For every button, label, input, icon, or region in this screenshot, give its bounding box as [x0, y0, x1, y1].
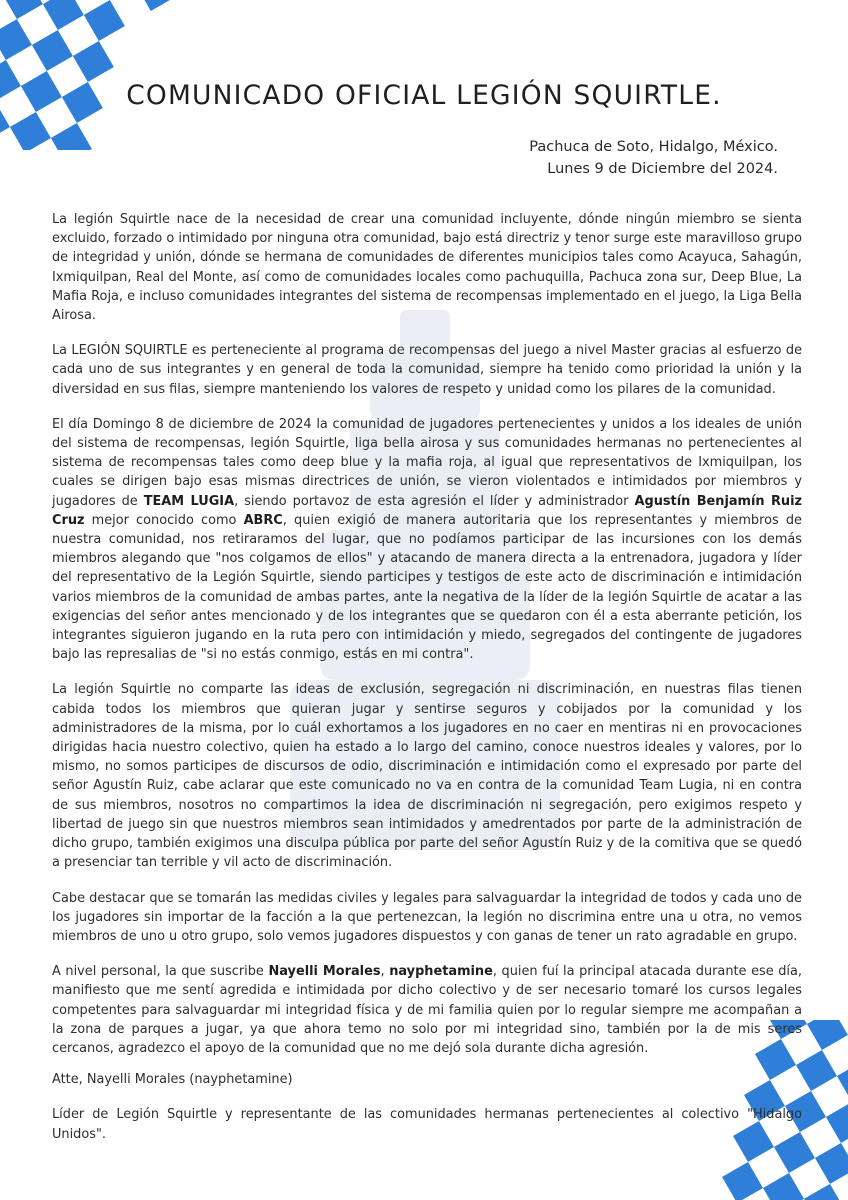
paragraph-2: La LEGIÓN SQUIRTLE es perteneciente al programa de recompensas del juego a nivel Master gracias al esfuerzo de cada uno de sus integrantes y en general de toda la comunidad, siempre ha tenido como prioridad la unión y la diversidad en sus filas, siempre manteniendo los valores de respeto y unidad como los pilares de la comunidad. — [52, 343, 802, 397]
p3-text-c: mejor conocido como — [84, 512, 244, 528]
paragraph-4: La legión Squirtle no comparte las ideas de exclusión, segregación ni discriminación, en nuestras filas tienen cabida todos los miembros que quieran jugar y sentirse seguros y cobijados por la comunidad y los administradores de la misma, por lo cuál exhortamos a los jugadores en no caer en mentiras ni en provocaciones dirigidas hacia nuestro colectivo, quien ha estado a lo largo del camino, conoce nuestros ideales y valores, por lo mismo, no somos participes de discursos de odio, discriminación e intimidación como el expresado por parte del señor Agustín Ruiz, cabe aclarar que este comunicado no va en contra de la comunidad Team Lugia, ni en contra de sus miembros, nosotros no compartimos la idea de discriminación ni segregación, pero exigimos respeto y libertad de juego sin que nuestros miembros sean intimidados y amedrentados por parte de la administración de dicho grupo, también exigimos una disculpa pública por parte del señor Agustín Ruiz y de la comitiva que se quedó a presenciar tan terrible y vil acto de discriminación. — [52, 682, 802, 871]
document-body — [52, 210, 802, 1160]
p6-separator: , — [380, 964, 390, 980]
signature-line-1: Atte, Nayelli Morales (nayphetamine) — [52, 1072, 293, 1088]
team-name: TEAM LUGIA — [143, 493, 235, 509]
place-line: Pachuca de Soto, Hidalgo, México. — [529, 139, 778, 155]
paragraph-6 — [52, 962, 802, 1058]
p3-text-b: , siendo portavoz de esta agresión el líder y administrador — [234, 493, 635, 509]
p3-text-d: , quien exigió de manera autoritaria que los representantes y miembros de nuestra comunidad, nos retiraramos del lugar, que no podíamos participar de las incursiones con los demás miembros alegando que "nos colgamos de ellos" y atacando de manera directa a la entrenadora, jugadora y líder del representativo de la Legión Squirtle, siendo participes y testigos de este acto de discriminación e intimidación varios miembros de la comunidad de ambas partes, ante la negativa de la líder de la legión Squirtle de acatar a las exigencias del señor antes mencionado y de los integrantes que se quedaron con él a esta aberrante petición, los integrantes siguieron jugando en la ruta pero con intimidación y miedo, segregados del contingente de jugadores bajo las represalias de "si no estás conmigo, estás en mi contra". — [52, 512, 802, 663]
page-title: COMUNICADO OFICIAL LEGIÓN SQUIRTLE. — [126, 80, 722, 111]
paragraph-3 — [52, 415, 802, 665]
place-date-block — [529, 136, 778, 180]
signature-line-2: Líder de Legión Squirtle y representante de las comunidades hermanas pertenecientes al colectivo "Hidalgo Unidos". — [52, 1107, 802, 1142]
leader-alias: ABRC — [243, 512, 283, 528]
p3-text-a: El día Domingo 8 de diciembre de 2024 la comunidad de jugadores pertenecientes y unidos a los ideales de unión del sistema de recompensas, legión Squirtle, liga bella airosa y sus comunidades hermanas no pertenecientes al sistema de recompensas tales como deep blue y la mafia roja, al igual que representativos de Ixmiquilpan, los cuales se dirigen bajo esas mismas directrices de unión, se vieron violentados e intimidados por miembros y jugadores de — [52, 416, 802, 509]
p6-text-b: , quien fuí la principal atacada durante ese día, manifiesto que me sentí agredida e intimidada por dicho colectivo y de ser necesario tomaré los cursos legales competentes para salvaguardar mi integridad física y de mi familia quien por lo regular siempre me acompañan a la zona de parques a jugar, ya que ahora temo no solo por mi integridad sino, también por la de mis seres cercanos, agradezco el apoyo de la comunidad que no me dejó sola durante dicha agresión. — [52, 964, 802, 1056]
paragraph-1: La legión Squirtle nace de la necesidad de crear una comunidad incluyente, dónde ningún miembro se sienta excluido, forzado o intimidado por ninguna otra comunidad, bajo está directriz y tenor surge este maravilloso grupo de integridad y unión, dónde se hermana de comunidades de diferentes municipios tales como Acayuca, Sahagún, Ixmiquilpan, Real del Monte, así como de comunidades locales como pachuquilla, Pachuca zona sur, Deep Blue, La Mafia Roja, e incluso comunidades integrantes del sistema de recompensas implementado en el juego, la Liga Bella Airosa. — [52, 212, 802, 324]
signer-nick: nayphetamine — [389, 964, 493, 980]
leader-name: Agustín Benjamín Ruiz Cruz — [52, 493, 803, 528]
signer-name: Nayelli Morales — [268, 964, 381, 980]
paragraph-5: Cabe destacar que se tomarán las medidas civiles y legales para salvaguardar la integridad de todos y cada uno de los jugadores sin importar de la facción a la que pertenezcan, la legión no discrimina entre una u otra, no vemos miembros de uno u otro grupo, solo vemos jugadores dispuestos y con ganas de tener un rato agradable en grupo. — [52, 890, 802, 944]
date-line: Lunes 9 de Diciembre del 2024. — [547, 161, 778, 177]
p6-text-a: A nivel personal, la que suscribe — [52, 964, 269, 980]
checker-corner-top-left — [0, 0, 260, 150]
